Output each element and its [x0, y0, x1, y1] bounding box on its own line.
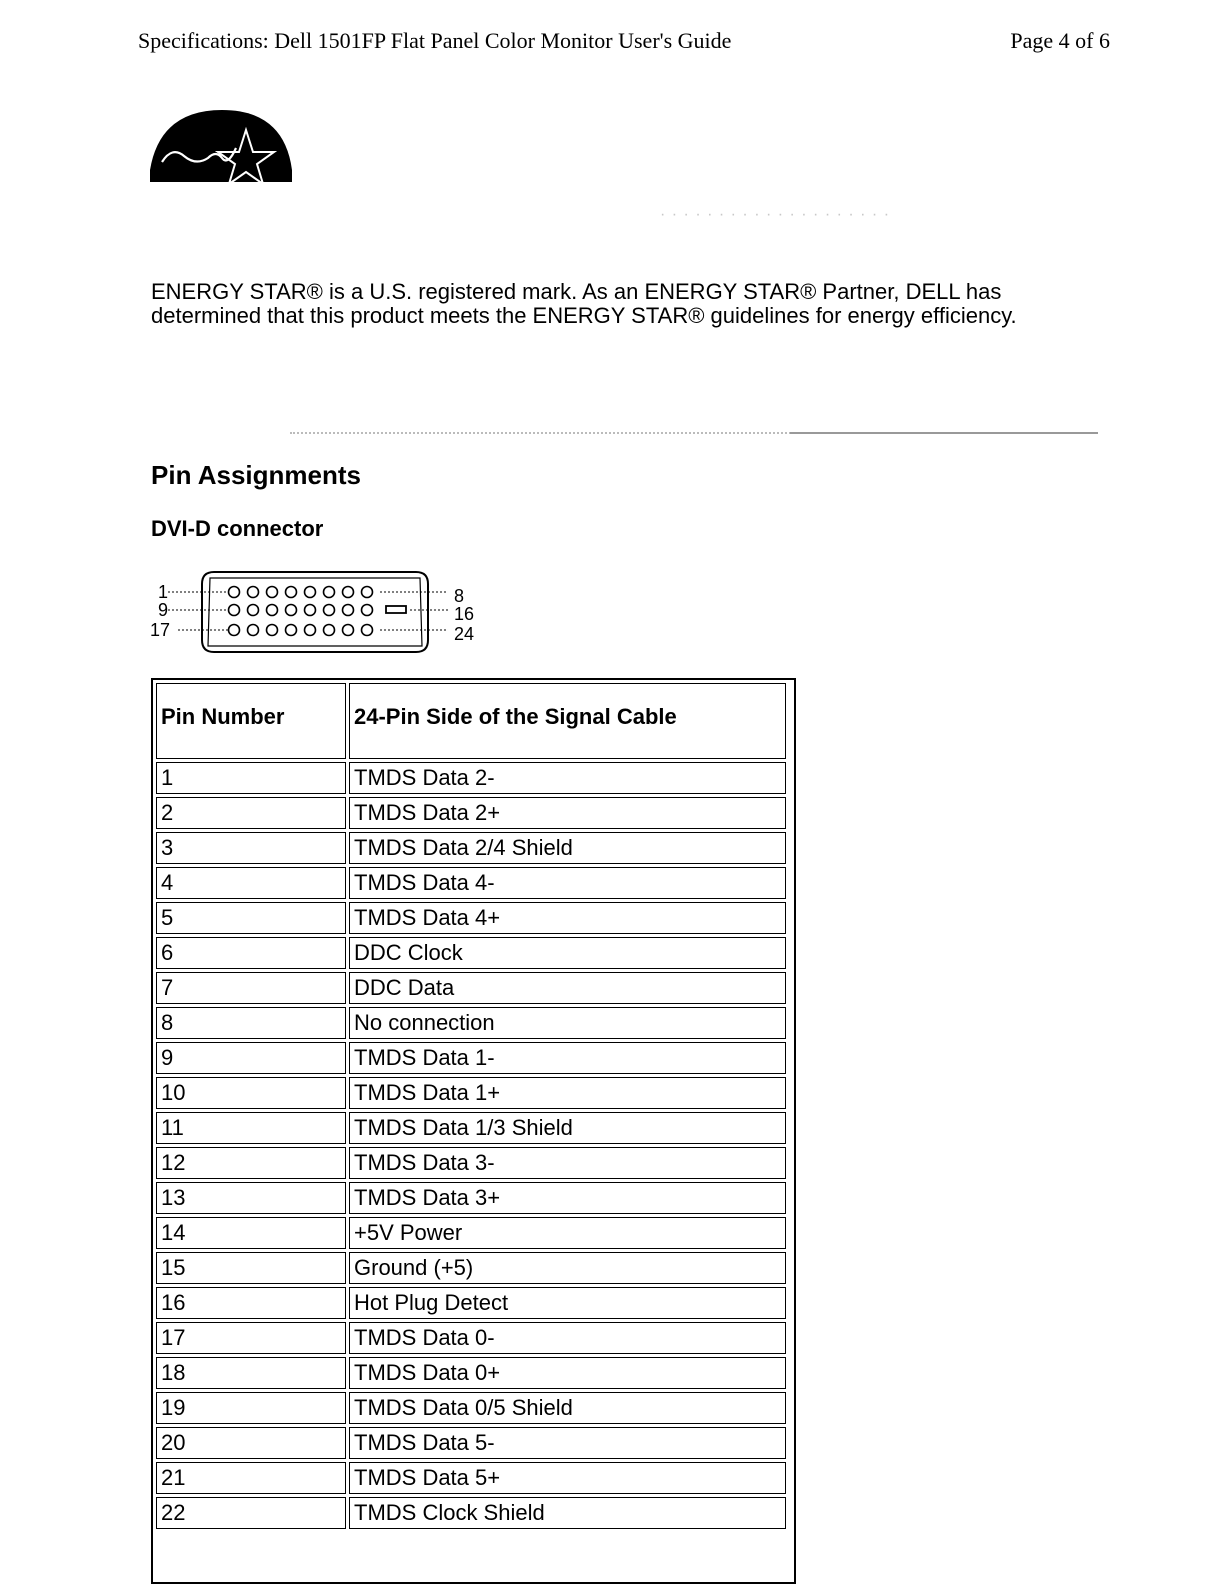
pin-number-cell: 10	[156, 1077, 346, 1109]
connector-pin-hole	[343, 587, 354, 598]
table-row	[156, 867, 786, 899]
signal-cell: Ground (+5)	[349, 1252, 786, 1284]
connector-pin-hole	[267, 587, 278, 598]
pin-number-cell: 7	[156, 972, 346, 1004]
table-row	[156, 1217, 786, 1249]
signal-cell: TMDS Data 2/4 Shield	[349, 832, 786, 864]
signal-cell: TMDS Data 0/5 Shield	[349, 1392, 786, 1424]
table-row	[156, 1392, 786, 1424]
column-header-signal: 24-Pin Side of the Signal Cable	[349, 683, 786, 759]
scan-artifact-text: · · · · · · · · · · · · · · · · · · · ·	[660, 206, 891, 223]
pin-number-cell: 20	[156, 1427, 346, 1459]
signal-cell: TMDS Clock Shield	[349, 1497, 786, 1529]
pin-number-cell: 1	[156, 762, 346, 794]
signal-cell: TMDS Data 2-	[349, 762, 786, 794]
pin-number-cell: 18	[156, 1357, 346, 1389]
connector-pin-hole	[267, 605, 278, 616]
section-title: Pin Assignments	[151, 460, 361, 490]
connector-pin-hole	[362, 587, 373, 598]
connector-pin-hole	[286, 605, 297, 616]
connector-label-1: 1	[158, 582, 169, 602]
connector-pin-hole	[229, 625, 240, 636]
table-row	[156, 902, 786, 934]
signal-cell: TMDS Data 4+	[349, 902, 786, 934]
pin-number-cell: 5	[156, 902, 346, 934]
pin-number-cell: 21	[156, 1462, 346, 1494]
connector-pin-hole	[267, 625, 278, 636]
signal-cell: TMDS Data 1+	[349, 1077, 786, 1109]
pin-number-cell: 15	[156, 1252, 346, 1284]
table-row	[156, 1112, 786, 1144]
connector-pin-hole	[229, 587, 240, 598]
pin-number-cell: 16	[156, 1287, 346, 1319]
table-row	[156, 1322, 786, 1354]
pin-number-cell: 13	[156, 1182, 346, 1214]
connector-label-16: 16	[454, 604, 475, 624]
connector-pin-hole	[324, 587, 335, 598]
connector-pin-hole	[248, 605, 259, 616]
signal-cell: +5V Power	[349, 1217, 786, 1249]
connector-pin-hole	[324, 605, 335, 616]
table-row	[156, 972, 786, 1004]
column-header-pin-number: Pin Number	[156, 683, 346, 759]
pin-number-cell: 14	[156, 1217, 346, 1249]
page-number: Page 4 of 6	[1010, 28, 1110, 53]
table-header-row	[156, 683, 786, 759]
signal-cell: No connection	[349, 1007, 786, 1039]
connector-pin-hole	[286, 587, 297, 598]
pin-number-cell: 6	[156, 937, 346, 969]
signal-cell: TMDS Data 0-	[349, 1322, 786, 1354]
connector-pin-hole	[248, 587, 259, 598]
connector-label-8: 8	[454, 586, 465, 606]
pin-number-cell: 4	[156, 867, 346, 899]
signal-cell: DDC Data	[349, 972, 786, 1004]
signal-cell: TMDS Data 5+	[349, 1462, 786, 1494]
table-row	[156, 1147, 786, 1179]
signal-cell: Hot Plug Detect	[349, 1287, 786, 1319]
signal-cell: TMDS Data 2+	[349, 797, 786, 829]
table-row	[156, 1497, 786, 1529]
table-row	[156, 1462, 786, 1494]
table-row	[156, 797, 786, 829]
signal-cell: TMDS Data 1/3 Shield	[349, 1112, 786, 1144]
table-row	[156, 1077, 786, 1109]
connector-pin-hole	[324, 625, 335, 636]
pin-number-cell: 8	[156, 1007, 346, 1039]
connector-pin-hole	[343, 625, 354, 636]
pin-number-cell: 17	[156, 1322, 346, 1354]
pin-number-cell: 19	[156, 1392, 346, 1424]
table-row	[156, 1252, 786, 1284]
connector-pin-hole	[305, 605, 316, 616]
table-row	[156, 1042, 786, 1074]
signal-cell: TMDS Data 4-	[349, 867, 786, 899]
table-row	[156, 1182, 786, 1214]
signal-cell: TMDS Data 0+	[349, 1357, 786, 1389]
connector-pin-hole	[248, 625, 259, 636]
signal-cell: TMDS Data 5-	[349, 1427, 786, 1459]
energy-star-statement: ENERGY STAR® is a U.S. registered mark. As an ENERGY STAR® Partner, DELL has determined that this product meets the ENERGY STAR® guidelines for energy efficiency.	[151, 279, 1017, 328]
connector-label-9: 9	[158, 600, 169, 620]
table-row	[156, 1357, 786, 1389]
signal-cell: TMDS Data 3+	[349, 1182, 786, 1214]
horizontal-rule-solid	[790, 432, 1098, 434]
table-row	[156, 832, 786, 864]
table-row	[156, 1427, 786, 1459]
signal-cell: TMDS Data 3-	[349, 1147, 786, 1179]
table-row	[156, 1287, 786, 1319]
pin-assignment-table	[153, 680, 789, 1532]
pin-number-cell: 2	[156, 797, 346, 829]
connector-pin-hole	[305, 587, 316, 598]
connector-label-24: 24	[454, 624, 475, 644]
connector-title: DVI-D connector	[151, 516, 324, 541]
energy-star-logo	[150, 108, 292, 184]
pin-number-cell: 11	[156, 1112, 346, 1144]
signal-cell: TMDS Data 1-	[349, 1042, 786, 1074]
connector-pin-hole	[229, 605, 240, 616]
table-row	[156, 937, 786, 969]
table-row	[156, 1007, 786, 1039]
connector-pin-hole	[362, 605, 373, 616]
dvi-d-connector-diagram	[148, 564, 488, 660]
pin-number-cell: 9	[156, 1042, 346, 1074]
connector-pin-hole	[343, 605, 354, 616]
connector-pin-hole	[286, 625, 297, 636]
pin-number-cell: 12	[156, 1147, 346, 1179]
signal-cell: DDC Clock	[349, 937, 786, 969]
pin-table-frame	[151, 678, 796, 1584]
pin-number-cell: 3	[156, 832, 346, 864]
connector-pin-hole	[362, 625, 373, 636]
pin-number-cell: 22	[156, 1497, 346, 1529]
table-row	[156, 762, 786, 794]
connector-pin-hole	[305, 625, 316, 636]
document-title: Specifications: Dell 1501FP Flat Panel Color Monitor User's Guide	[138, 28, 732, 53]
connector-label-17: 17	[150, 620, 171, 640]
